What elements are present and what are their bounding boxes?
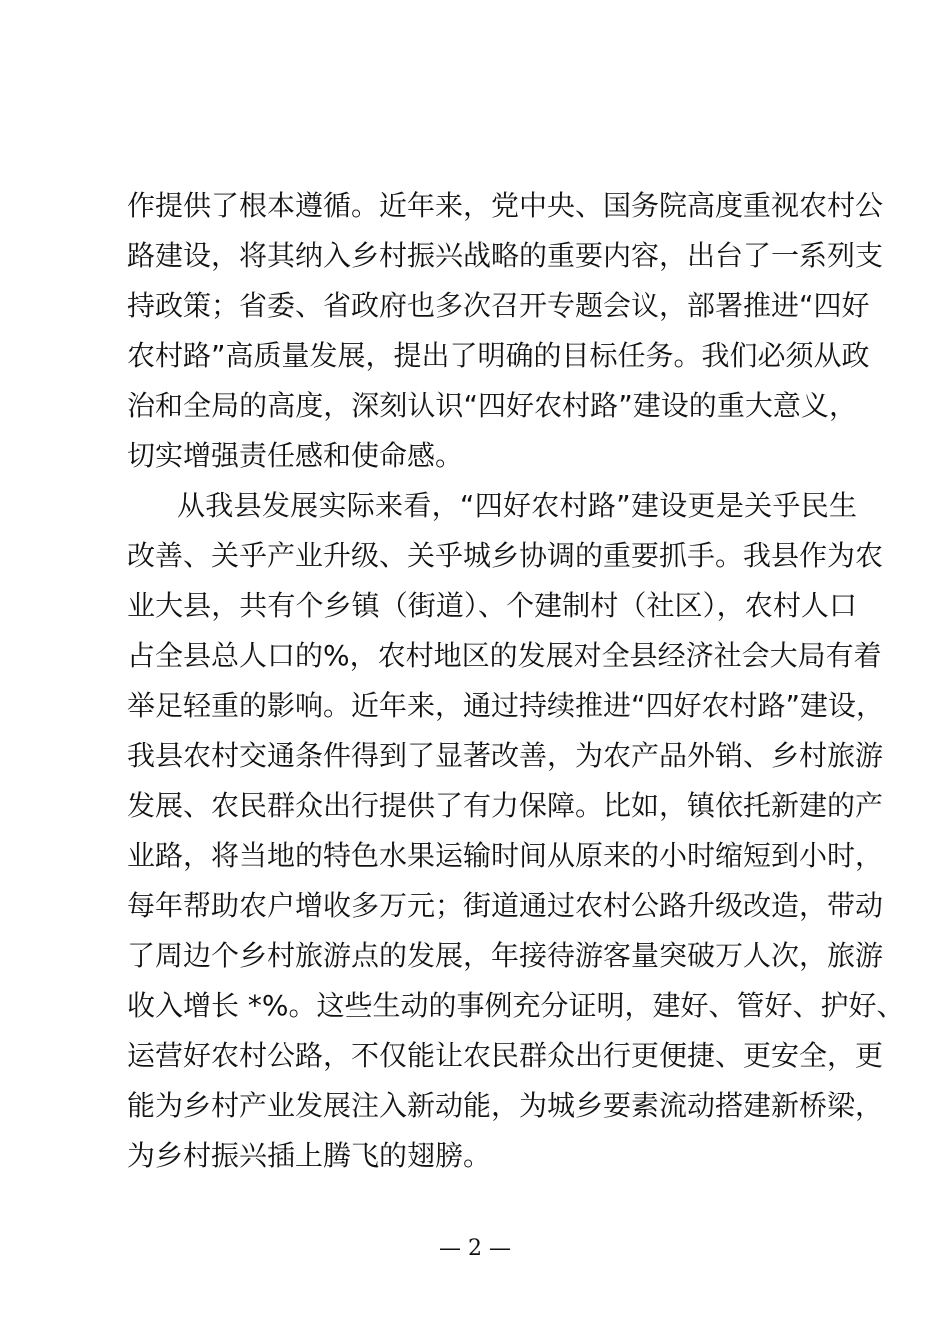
text-line: 了周边个乡村旅游点的发展，年接待游客量突破万人次，旅游 [127,939,884,972]
text-line: 举足轻重的影响。近年来，通过持续推进“四好农村路”建设， [127,689,885,722]
text-line: 农村路”高质量发展，提出了明确的目标任务。我们必须从政 [127,339,870,372]
paragraph-1 [127,181,884,481]
text-line: 治和全局的高度，深刻认识“四好农村路”建设的重大意义， [127,389,857,422]
text-line: 从我县发展实际来看，“四好农村路”建设更是关乎民生 [177,489,857,522]
text-line: 业大县，共有个乡镇（街道）、个建制村（社区），农村人口 [127,589,857,622]
text-line: 作提供了根本遵循。近年来，党中央、国务院高度重视农村公 [127,189,884,222]
document-body [127,181,905,1181]
text-line: 我县农村交通条件得到了显著改善，为农产品外销、乡村旅游 [127,739,884,772]
text-line: 改善、关乎产业升级、关乎城乡协调的重要抓手。我县作为农 [127,539,884,572]
text-line: 为乡村振兴插上腾飞的翅膀。 [127,1139,492,1172]
text-line: 业路，将当地的特色水果运输时间从原来的小时缩短到小时， [127,839,884,872]
text-line: 持政策；省委、省政府也多次召开专题会议，部署推进“四好 [127,289,870,322]
text-line: 占全县总人口的%，农村地区的发展对全县经济社会大局有着 [127,639,882,672]
text-line: 运营好农村公路，不仅能让农民群众出行更便捷、更安全，更 [127,1039,884,1072]
paragraph-2 [127,481,905,1181]
text-line: 切实增强责任感和使命感。 [127,439,464,472]
text-line: 路建设，将其纳入乡村振兴战略的重要内容，出台了一系列支 [127,239,884,272]
text-line: 收入增长 *%。这些生动的事例充分证明，建好、管好、护好、 [127,989,905,1022]
page-number: — 2 — [439,1236,511,1261]
text-line: 发展、农民群众出行提供了有力保障。比如，镇依托新建的产 [127,789,884,822]
text-line: 能为乡村产业发展注入新动能，为城乡要素流动搭建新桥梁， [127,1089,884,1122]
text-line: 每年帮助农户增收多万元；街道通过农村公路升级改造，带动 [127,889,884,922]
